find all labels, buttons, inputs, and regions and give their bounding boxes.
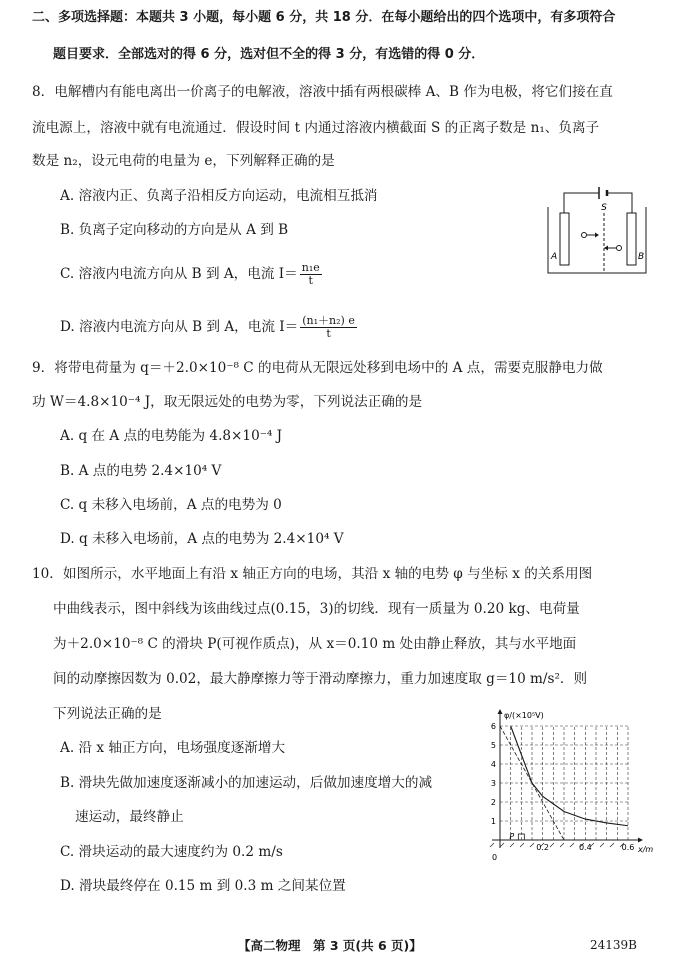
q8-stem-line2: 流电源上，溶液中就有电流通过．假设时间 t 内通过溶液内横截面 S 的正离子数是 n₁、负离子 (32, 120, 600, 136)
q10-option-a: A. 沿 x 轴正方向，电场强度逐渐增大 (60, 740, 286, 756)
q8-option-c-text: C. 溶液内电流方向从 B 到 A，电流 I＝ (60, 266, 298, 282)
q9-stem-line2: 功 W＝4.8×10⁻⁴ J，取无限远处的电势为零，下列说法正确的是 (32, 394, 423, 410)
ground-hatch (610, 843, 614, 847)
q9-stem-line1: 9．将带电荷量为 q＝＋2.0×10⁻⁸ C 的电荷从无限远处移到电场中的 A 点，需要克服静电力做 (32, 360, 603, 376)
q10-stem-line5: 下列说法正确的是 (53, 706, 162, 722)
ground-hatch (560, 843, 564, 847)
ground-hatch (520, 843, 524, 847)
slider-p-label: P (509, 832, 515, 841)
ground-hatch (600, 843, 604, 847)
electrolytic-cell-figure (542, 185, 652, 275)
y-tick-label: 2 (490, 798, 496, 807)
q8-option-d (60, 315, 359, 340)
q8-stem-line3: 数是 n₂，设元电荷的电量为 e，下列解释正确的是 (32, 153, 335, 169)
q8-option-d-denominator: t (326, 327, 331, 340)
q8-option-d-numerator: (n₁＋n₂) e (302, 314, 355, 327)
y-tick-label: 3 (490, 779, 496, 788)
q10-stem-line4: 间的动摩擦因数为 0.02，最大静摩擦力等于滑动摩擦力，重力加速度取 g＝10 m/s²．则 (53, 671, 588, 687)
x-tick-label: 0.6 (621, 843, 635, 852)
q10-option-d: D. 滑块最终停在 0.15 m 到 0.3 m 之间某位置 (60, 878, 346, 894)
ground-hatch (510, 843, 514, 847)
x-axis-arrow (638, 838, 643, 843)
q10-option-b-line2: 速运动，最终静止 (75, 809, 184, 825)
y-axis-label: φ/(×10⁵V) (504, 711, 544, 720)
ground-hatch (550, 843, 554, 847)
q8-option-d-text: D. 溶液内电流方向从 B 到 A，电流 I＝ (60, 319, 299, 335)
ground-hatch (570, 843, 574, 847)
q8-option-c-fraction (300, 262, 322, 287)
cross-section-s-label: S (601, 203, 607, 213)
y-tick-label: 5 (490, 741, 496, 750)
q9-option-c: C. q 未移入电场前，A 点的电势为 0 (60, 497, 282, 513)
q8-option-c-denominator: t (308, 274, 313, 287)
y-tick-label: 1 (490, 817, 496, 826)
q10-option-c: C. 滑块运动的最大速度约为 0.2 m/s (60, 844, 283, 860)
q8-option-c-numerator: n₁e (301, 261, 320, 274)
page-footer: 【高二物理 第 3 页(共 6 页)】 (238, 938, 422, 953)
potential-graph (478, 708, 654, 878)
ground-hatch (500, 843, 504, 847)
q9-option-b: B. A 点的电势 2.4×10⁴ V (60, 463, 222, 479)
ground-hatch (530, 843, 534, 847)
y-tick-label: 6 (490, 722, 496, 731)
graph-labels (491, 711, 654, 862)
q8-option-d-fraction (300, 315, 357, 340)
electrode-a-label: A (551, 252, 558, 262)
x-axis-label: x/m (638, 845, 654, 854)
q9-option-a: A. q 在 A 点的电势能为 4.8×10⁻⁴ J (60, 428, 283, 444)
x-tick-label: 0.2 (536, 843, 550, 852)
graph-axes (490, 709, 643, 848)
electrode-b-label: B (638, 252, 645, 262)
q10-option-b-line1: B. 滑块先做加速度逐渐减小的加速运动，后做加速度增大的减 (60, 775, 433, 791)
section-header-line2: 题目要求．全部选对的得 6 分，选对但不全的得 3 分，有选错的得 0 分． (53, 47, 485, 62)
q10-stem-line1: 10．如图所示，水平地面上有沿 x 轴正方向的电场，其沿 x 轴的电势 φ 与坐标 x 的关系用图 (32, 566, 593, 582)
y-axis-arrow (498, 709, 503, 714)
origin-label: 0 (492, 853, 498, 862)
q8-stem-line1: 8．电解槽内有能电离出一价离子的电解液，溶液中插有两根碳棒 A、B 作为电极，将它们接在直 (32, 84, 613, 100)
section-header-line1: 二、多项选择题：本题共 3 小题，每小题 6 分，共 18 分．在每小题给出的四个选项中，有多项符合 (32, 10, 616, 25)
q8-option-b: B. 负离子定向移动的方向是从 A 到 B (60, 222, 289, 238)
exam-code: 24139B (590, 938, 637, 952)
positive-ion-marker (582, 233, 587, 238)
q8-option-c (60, 262, 324, 287)
q10-stem-line3: 为＋2.0×10⁻⁸ C 的滑块 P(可视作质点)，从 x＝0.10 m 处由静止释放，其与水平地面 (53, 636, 577, 652)
negative-ion-marker (617, 246, 622, 251)
ground-hatch (490, 843, 494, 847)
x-tick-label: 0.4 (578, 843, 592, 852)
q9-option-d: D. q 未移入电场前，A 点的电势为 2.4×10⁴ V (60, 531, 344, 547)
q8-option-a: A. 溶液内正、负离子沿相反方向运动，电流相互抵消 (60, 188, 378, 204)
q10-stem-line2: 中曲线表示，图中斜线为该曲线过点(0.15，3)的切线．现有一质量为 0.20 kg、电荷量 (53, 601, 580, 617)
y-tick-label: 4 (490, 760, 496, 769)
